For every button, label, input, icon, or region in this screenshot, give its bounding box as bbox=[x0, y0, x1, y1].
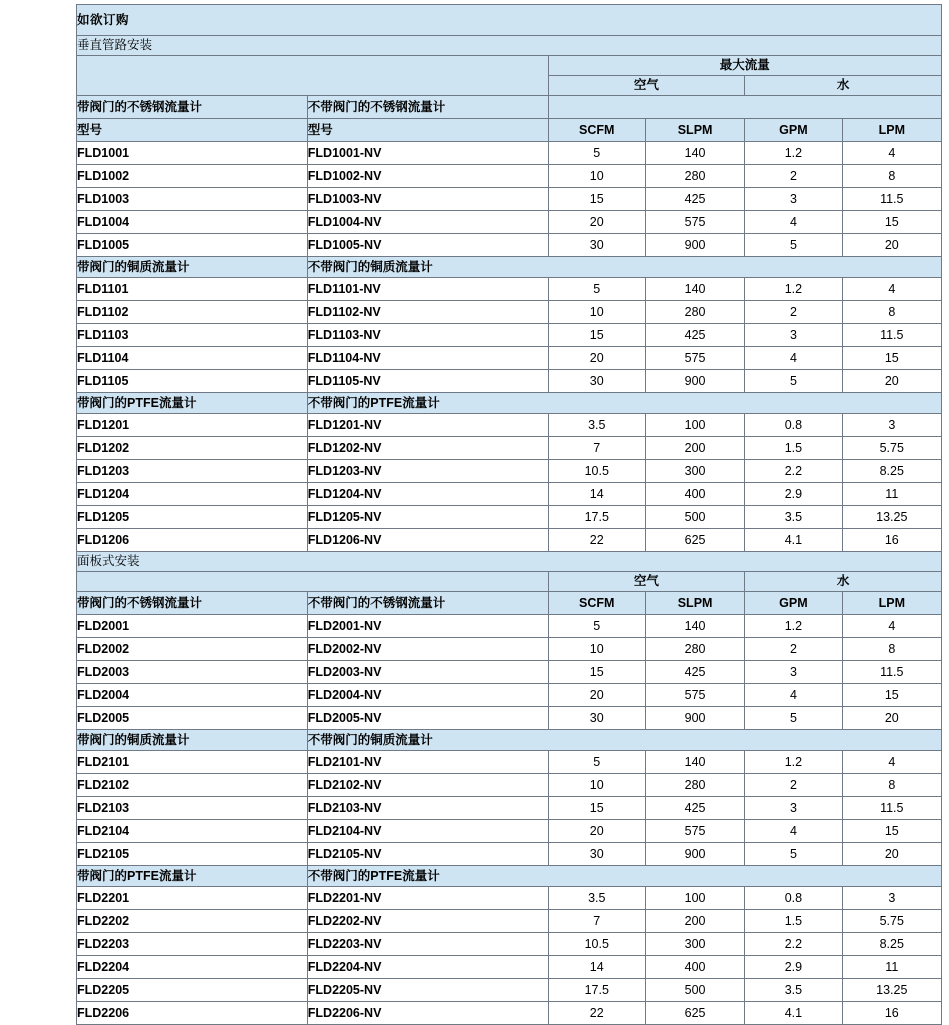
value-lpm: 8 bbox=[842, 774, 941, 797]
table-row bbox=[77, 188, 942, 211]
model-without-valve: FLD1102-NV bbox=[307, 301, 548, 324]
value-slpm: 625 bbox=[645, 529, 744, 552]
model-without-valve: FLD1104-NV bbox=[307, 347, 548, 370]
model-with-valve: FLD2104 bbox=[77, 820, 308, 843]
value-gpm: 3 bbox=[745, 661, 842, 684]
group-header-row bbox=[77, 866, 942, 887]
media-label-water: 水 bbox=[745, 572, 942, 592]
table-row bbox=[77, 234, 942, 257]
unit-header-gpm: GPM bbox=[745, 119, 842, 142]
value-slpm: 200 bbox=[645, 437, 744, 460]
table-row bbox=[77, 506, 942, 529]
value-lpm: 4 bbox=[842, 615, 941, 638]
table-row bbox=[77, 529, 942, 552]
ordering-table-container bbox=[76, 4, 942, 1025]
group-header-row bbox=[77, 257, 942, 278]
table-row bbox=[77, 278, 942, 301]
value-slpm: 140 bbox=[645, 615, 744, 638]
value-gpm: 1.5 bbox=[745, 437, 842, 460]
value-lpm: 11 bbox=[842, 483, 941, 506]
unit-header-scfm: SCFM bbox=[548, 592, 645, 615]
model-with-valve: FLD1204 bbox=[77, 483, 308, 506]
value-slpm: 200 bbox=[645, 910, 744, 933]
model-without-valve: FLD1201-NV bbox=[307, 414, 548, 437]
model-without-valve: FLD1206-NV bbox=[307, 529, 548, 552]
model-without-valve: FLD2003-NV bbox=[307, 661, 548, 684]
model-without-valve: FLD1005-NV bbox=[307, 234, 548, 257]
table-row bbox=[77, 324, 942, 347]
value-lpm: 8.25 bbox=[842, 933, 941, 956]
value-slpm: 575 bbox=[645, 684, 744, 707]
group-header-with-valve: 带阀门的PTFE流量计 bbox=[77, 866, 308, 887]
value-slpm: 100 bbox=[645, 414, 744, 437]
model-without-valve: FLD2101-NV bbox=[307, 751, 548, 774]
value-scfm: 5 bbox=[548, 751, 645, 774]
value-gpm: 2.9 bbox=[745, 956, 842, 979]
table-row bbox=[77, 370, 942, 393]
group-header-row bbox=[77, 730, 942, 751]
value-lpm: 11.5 bbox=[842, 188, 941, 211]
table-row bbox=[77, 483, 942, 506]
value-slpm: 280 bbox=[645, 774, 744, 797]
value-gpm: 5 bbox=[745, 707, 842, 730]
max-flow-label: 最大流量 bbox=[548, 56, 941, 76]
value-scfm: 10 bbox=[548, 774, 645, 797]
model-with-valve: FLD1102 bbox=[77, 301, 308, 324]
model-with-valve: FLD2001 bbox=[77, 615, 308, 638]
value-slpm: 500 bbox=[645, 979, 744, 1002]
value-slpm: 140 bbox=[645, 278, 744, 301]
value-lpm: 20 bbox=[842, 234, 941, 257]
col-header-without-valve: 不带阀门的不锈钢流量计 bbox=[307, 592, 548, 615]
media-row bbox=[77, 572, 942, 592]
table-row bbox=[77, 347, 942, 370]
value-scfm: 17.5 bbox=[548, 506, 645, 529]
value-slpm: 100 bbox=[645, 887, 744, 910]
value-scfm: 5 bbox=[548, 615, 645, 638]
model-without-valve: FLD2105-NV bbox=[307, 843, 548, 866]
value-gpm: 3 bbox=[745, 188, 842, 211]
value-slpm: 575 bbox=[645, 347, 744, 370]
model-without-valve: FLD1105-NV bbox=[307, 370, 548, 393]
model-without-valve: FLD1101-NV bbox=[307, 278, 548, 301]
group-header-without-valve: 不带阀门的PTFE流量计 bbox=[307, 866, 941, 887]
value-slpm: 625 bbox=[645, 1002, 744, 1025]
value-gpm: 2.2 bbox=[745, 460, 842, 483]
model-without-valve: FLD2103-NV bbox=[307, 797, 548, 820]
model-without-valve: FLD1004-NV bbox=[307, 211, 548, 234]
value-lpm: 5.75 bbox=[842, 437, 941, 460]
value-scfm: 15 bbox=[548, 188, 645, 211]
value-scfm: 20 bbox=[548, 820, 645, 843]
model-without-valve: FLD1003-NV bbox=[307, 188, 548, 211]
model-without-valve: FLD1001-NV bbox=[307, 142, 548, 165]
value-lpm: 15 bbox=[842, 820, 941, 843]
table-row bbox=[77, 165, 942, 188]
model-with-valve: FLD1002 bbox=[77, 165, 308, 188]
value-slpm: 400 bbox=[645, 956, 744, 979]
value-gpm: 3.5 bbox=[745, 979, 842, 1002]
model-with-valve: FLD1001 bbox=[77, 142, 308, 165]
value-lpm: 8 bbox=[842, 638, 941, 661]
value-scfm: 14 bbox=[548, 956, 645, 979]
group-header-with-valve: 带阀门的铜质流量计 bbox=[77, 257, 308, 278]
value-lpm: 16 bbox=[842, 1002, 941, 1025]
value-scfm: 17.5 bbox=[548, 979, 645, 1002]
value-gpm: 2.2 bbox=[745, 933, 842, 956]
section-label: 垂直管路安装 bbox=[77, 36, 942, 56]
value-scfm: 10.5 bbox=[548, 933, 645, 956]
value-lpm: 15 bbox=[842, 347, 941, 370]
value-lpm: 8 bbox=[842, 301, 941, 324]
value-lpm: 4 bbox=[842, 751, 941, 774]
group-header-without-valve: 不带阀门的铜质流量计 bbox=[307, 730, 941, 751]
value-gpm: 2 bbox=[745, 165, 842, 188]
value-slpm: 900 bbox=[645, 707, 744, 730]
column-header-spacer bbox=[77, 572, 549, 592]
model-without-valve: FLD2205-NV bbox=[307, 979, 548, 1002]
model-without-valve: FLD1103-NV bbox=[307, 324, 548, 347]
table-row bbox=[77, 933, 942, 956]
value-scfm: 20 bbox=[548, 211, 645, 234]
table-row bbox=[77, 887, 942, 910]
model-with-valve: FLD2204 bbox=[77, 956, 308, 979]
model-without-valve: FLD2001-NV bbox=[307, 615, 548, 638]
value-lpm: 3 bbox=[842, 887, 941, 910]
model-without-valve: FLD2202-NV bbox=[307, 910, 548, 933]
value-scfm: 7 bbox=[548, 910, 645, 933]
model-without-valve: FLD2002-NV bbox=[307, 638, 548, 661]
value-scfm: 10 bbox=[548, 301, 645, 324]
model-without-valve: FLD2102-NV bbox=[307, 774, 548, 797]
model-with-valve: FLD1205 bbox=[77, 506, 308, 529]
model-without-valve: FLD1204-NV bbox=[307, 483, 548, 506]
model-with-valve: FLD2004 bbox=[77, 684, 308, 707]
unit-header-slpm: SLPM bbox=[645, 119, 744, 142]
value-scfm: 22 bbox=[548, 529, 645, 552]
max-flow-row bbox=[77, 56, 942, 76]
value-scfm: 10 bbox=[548, 638, 645, 661]
model-with-valve: FLD1206 bbox=[77, 529, 308, 552]
group-header-with-valve: 带阀门的PTFE流量计 bbox=[77, 393, 308, 414]
model-with-valve: FLD1004 bbox=[77, 211, 308, 234]
value-lpm: 20 bbox=[842, 843, 941, 866]
section-header-row bbox=[77, 552, 942, 572]
model-with-valve: FLD2201 bbox=[77, 887, 308, 910]
model-with-valve: FLD1202 bbox=[77, 437, 308, 460]
model-without-valve: FLD1205-NV bbox=[307, 506, 548, 529]
value-slpm: 425 bbox=[645, 188, 744, 211]
model-without-valve: FLD2206-NV bbox=[307, 1002, 548, 1025]
value-slpm: 575 bbox=[645, 211, 744, 234]
table-row bbox=[77, 615, 942, 638]
value-gpm: 4 bbox=[745, 820, 842, 843]
value-gpm: 4.1 bbox=[745, 1002, 842, 1025]
value-scfm: 20 bbox=[548, 347, 645, 370]
model-with-valve: FLD1104 bbox=[77, 347, 308, 370]
section-label: 面板式安装 bbox=[77, 552, 942, 572]
table-row bbox=[77, 751, 942, 774]
value-scfm: 15 bbox=[548, 324, 645, 347]
value-lpm: 4 bbox=[842, 142, 941, 165]
value-slpm: 280 bbox=[645, 638, 744, 661]
value-gpm: 4 bbox=[745, 211, 842, 234]
table-row bbox=[77, 414, 942, 437]
value-scfm: 20 bbox=[548, 684, 645, 707]
value-gpm: 3 bbox=[745, 324, 842, 347]
unit-header-slpm: SLPM bbox=[645, 592, 744, 615]
unit-header-lpm: LPM bbox=[842, 119, 941, 142]
value-lpm: 3 bbox=[842, 414, 941, 437]
value-gpm: 1.2 bbox=[745, 751, 842, 774]
value-lpm: 16 bbox=[842, 529, 941, 552]
value-slpm: 140 bbox=[645, 751, 744, 774]
value-slpm: 300 bbox=[645, 933, 744, 956]
value-gpm: 1.5 bbox=[745, 910, 842, 933]
value-lpm: 4 bbox=[842, 278, 941, 301]
value-gpm: 5 bbox=[745, 234, 842, 257]
model-with-valve: FLD2202 bbox=[77, 910, 308, 933]
model-without-valve: FLD2004-NV bbox=[307, 684, 548, 707]
table-row bbox=[77, 1002, 942, 1025]
value-gpm: 3 bbox=[745, 797, 842, 820]
value-scfm: 5 bbox=[548, 278, 645, 301]
value-slpm: 425 bbox=[645, 797, 744, 820]
value-scfm: 10.5 bbox=[548, 460, 645, 483]
page-title: 如欲订购 bbox=[77, 5, 942, 36]
value-lpm: 13.25 bbox=[842, 506, 941, 529]
media-label-air: 空气 bbox=[548, 572, 745, 592]
value-gpm: 4.1 bbox=[745, 529, 842, 552]
model-label-with-valve: 型号 bbox=[77, 119, 308, 142]
value-lpm: 11.5 bbox=[842, 661, 941, 684]
model-with-valve: FLD1105 bbox=[77, 370, 308, 393]
media-label-air: 空气 bbox=[548, 76, 745, 96]
value-gpm: 1.2 bbox=[745, 615, 842, 638]
value-gpm: 2 bbox=[745, 638, 842, 661]
unit-header-scfm: SCFM bbox=[548, 119, 645, 142]
value-slpm: 300 bbox=[645, 460, 744, 483]
title-row bbox=[77, 5, 942, 36]
col-header-with-valve: 带阀门的不锈钢流量计 bbox=[77, 592, 308, 615]
value-lpm: 8.25 bbox=[842, 460, 941, 483]
model-with-valve: FLD2005 bbox=[77, 707, 308, 730]
table-row bbox=[77, 843, 942, 866]
value-slpm: 425 bbox=[645, 324, 744, 347]
value-lpm: 5.75 bbox=[842, 910, 941, 933]
value-slpm: 900 bbox=[645, 370, 744, 393]
group-header-without-valve: 不带阀门的铜质流量计 bbox=[307, 257, 941, 278]
value-gpm: 4 bbox=[745, 684, 842, 707]
model-with-valve: FLD1005 bbox=[77, 234, 308, 257]
value-lpm: 11.5 bbox=[842, 797, 941, 820]
value-scfm: 30 bbox=[548, 707, 645, 730]
model-without-valve: FLD1002-NV bbox=[307, 165, 548, 188]
model-with-valve: FLD2203 bbox=[77, 933, 308, 956]
value-gpm: 0.8 bbox=[745, 414, 842, 437]
unit-header-lpm: LPM bbox=[842, 592, 941, 615]
value-slpm: 575 bbox=[645, 820, 744, 843]
value-lpm: 20 bbox=[842, 707, 941, 730]
table-row bbox=[77, 910, 942, 933]
value-lpm: 11.5 bbox=[842, 324, 941, 347]
table-row bbox=[77, 211, 942, 234]
table-row bbox=[77, 956, 942, 979]
value-slpm: 900 bbox=[645, 234, 744, 257]
value-gpm: 2 bbox=[745, 301, 842, 324]
unit-header-gpm: GPM bbox=[745, 592, 842, 615]
value-gpm: 5 bbox=[745, 843, 842, 866]
value-slpm: 425 bbox=[645, 661, 744, 684]
table-row bbox=[77, 142, 942, 165]
value-slpm: 140 bbox=[645, 142, 744, 165]
col-header-with-valve: 带阀门的不锈钢流量计 bbox=[77, 96, 308, 119]
value-scfm: 15 bbox=[548, 661, 645, 684]
table-row bbox=[77, 979, 942, 1002]
model-without-valve: FLD2204-NV bbox=[307, 956, 548, 979]
column-header-row bbox=[77, 592, 942, 615]
value-lpm: 15 bbox=[842, 211, 941, 234]
value-scfm: 22 bbox=[548, 1002, 645, 1025]
model-with-valve: FLD1103 bbox=[77, 324, 308, 347]
value-scfm: 15 bbox=[548, 797, 645, 820]
column-header-row bbox=[77, 96, 942, 119]
value-scfm: 30 bbox=[548, 843, 645, 866]
ordering-table bbox=[76, 4, 942, 1025]
table-row bbox=[77, 797, 942, 820]
model-with-valve: FLD1101 bbox=[77, 278, 308, 301]
value-scfm: 7 bbox=[548, 437, 645, 460]
table-row bbox=[77, 301, 942, 324]
model-with-valve: FLD2103 bbox=[77, 797, 308, 820]
value-scfm: 30 bbox=[548, 370, 645, 393]
table-row bbox=[77, 661, 942, 684]
value-gpm: 2.9 bbox=[745, 483, 842, 506]
table-row bbox=[77, 707, 942, 730]
value-gpm: 4 bbox=[745, 347, 842, 370]
model-label-without-valve: 型号 bbox=[307, 119, 548, 142]
units-spacer bbox=[548, 96, 941, 119]
value-gpm: 3.5 bbox=[745, 506, 842, 529]
section-header-row bbox=[77, 36, 942, 56]
value-slpm: 500 bbox=[645, 506, 744, 529]
table-row bbox=[77, 460, 942, 483]
value-gpm: 1.2 bbox=[745, 278, 842, 301]
table-row bbox=[77, 437, 942, 460]
value-scfm: 30 bbox=[548, 234, 645, 257]
table-row bbox=[77, 638, 942, 661]
model-with-valve: FLD2101 bbox=[77, 751, 308, 774]
model-without-valve: FLD1203-NV bbox=[307, 460, 548, 483]
value-gpm: 1.2 bbox=[745, 142, 842, 165]
value-scfm: 14 bbox=[548, 483, 645, 506]
value-slpm: 900 bbox=[645, 843, 744, 866]
col-header-without-valve: 不带阀门的不锈钢流量计 bbox=[307, 96, 548, 119]
media-label-water: 水 bbox=[745, 76, 942, 96]
value-scfm: 10 bbox=[548, 165, 645, 188]
value-lpm: 15 bbox=[842, 684, 941, 707]
model-without-valve: FLD1202-NV bbox=[307, 437, 548, 460]
value-lpm: 11 bbox=[842, 956, 941, 979]
value-slpm: 280 bbox=[645, 301, 744, 324]
value-scfm: 5 bbox=[548, 142, 645, 165]
model-without-valve: FLD2201-NV bbox=[307, 887, 548, 910]
group-header-row bbox=[77, 393, 942, 414]
model-with-valve: FLD2002 bbox=[77, 638, 308, 661]
table-row bbox=[77, 684, 942, 707]
model-unit-row bbox=[77, 119, 942, 142]
value-gpm: 5 bbox=[745, 370, 842, 393]
model-with-valve: FLD2205 bbox=[77, 979, 308, 1002]
value-slpm: 280 bbox=[645, 165, 744, 188]
value-lpm: 20 bbox=[842, 370, 941, 393]
value-scfm: 3.5 bbox=[548, 414, 645, 437]
value-gpm: 2 bbox=[745, 774, 842, 797]
model-with-valve: FLD2003 bbox=[77, 661, 308, 684]
column-header-spacer bbox=[77, 56, 549, 96]
group-header-with-valve: 带阀门的铜质流量计 bbox=[77, 730, 308, 751]
model-with-valve: FLD1201 bbox=[77, 414, 308, 437]
value-gpm: 0.8 bbox=[745, 887, 842, 910]
model-with-valve: FLD2102 bbox=[77, 774, 308, 797]
table-row bbox=[77, 820, 942, 843]
model-with-valve: FLD2206 bbox=[77, 1002, 308, 1025]
model-with-valve: FLD1003 bbox=[77, 188, 308, 211]
value-scfm: 3.5 bbox=[548, 887, 645, 910]
group-header-without-valve: 不带阀门的PTFE流量计 bbox=[307, 393, 941, 414]
value-lpm: 8 bbox=[842, 165, 941, 188]
model-without-valve: FLD2104-NV bbox=[307, 820, 548, 843]
model-without-valve: FLD2005-NV bbox=[307, 707, 548, 730]
model-with-valve: FLD2105 bbox=[77, 843, 308, 866]
value-slpm: 400 bbox=[645, 483, 744, 506]
value-lpm: 13.25 bbox=[842, 979, 941, 1002]
model-with-valve: FLD1203 bbox=[77, 460, 308, 483]
model-without-valve: FLD2203-NV bbox=[307, 933, 548, 956]
table-row bbox=[77, 774, 942, 797]
